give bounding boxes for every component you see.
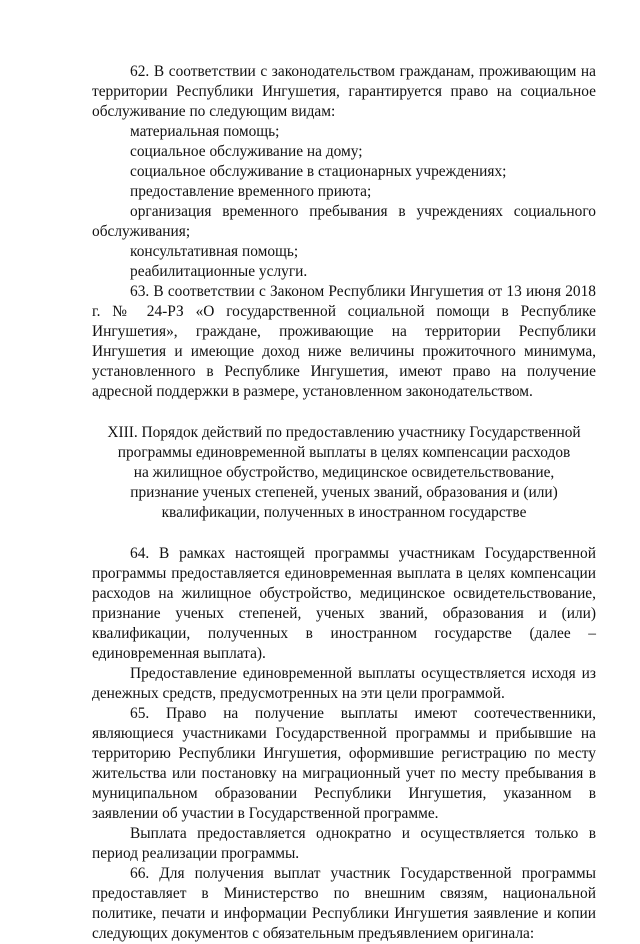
list-item: материальная помощь; <box>130 123 280 140</box>
section-heading-line: квалификации, полученных в иностранном государстве <box>161 504 527 521</box>
paragraph-65: 65. Право на получение выплаты имеют соотечественники, являющиеся участниками Государственной программы и прибывшие на территорию Республики Ингушетия, оформившие регистрацию по месту жительства или постановку на миграционный учет по месту пребывания в муниципальном образовании Республики Ингушетия, указанном в заявлении об участии в Государственной программе. <box>92 705 596 822</box>
list-item: предоставление временного приюта; <box>130 183 372 200</box>
list-item: реабилитационные услуги. <box>130 263 308 280</box>
paragraph-62: 62. В соответствии с законодательством гражданам, проживающим на территории Республики Ингушетия, гарантируется право на социальное обслуживание по следующим видам: <box>92 63 596 120</box>
list-item: социальное обслуживание на дому; <box>130 143 363 160</box>
spacer <box>92 402 596 423</box>
list-item: организация временного пребывания в учреждениях социального обслуживания; <box>92 203 596 240</box>
paragraph-64-funding: Предоставление единовременной выплаты осуществляется исходя из денежных средств, предусмотренных на эти цели программой. <box>92 665 596 702</box>
list-item: консультативная помощь; <box>130 243 299 260</box>
spacer <box>92 523 596 544</box>
paragraph-64: 64. В рамках настоящей программы участникам Государственной программы предоставляется единовременная выплата в целях компенсации расходов на жилищное обустройство, медицинское освидетельствование, признание ученых степеней, ученых званий, образования и (или) квалификации, полученных в иностранном государстве (далее – единовременная выплата). <box>92 545 596 662</box>
paragraph-66: 66. Для получения выплат участник Государственной программы предоставляет в Министерство по внешним связям, национальной политике, печати и информации Республики Ингушетия заявление и копии следующих документов с обязательным предъявлением оригинала: <box>92 865 596 942</box>
paragraph-63: 63. В соответствии с Законом Республики Ингушетия от 13 июня 2018 г. № 24-РЗ «О государственной социальной помощи в Республике Ингушетия», граждане, проживающие на территории Республики Ингушетия и имеющие доход ниже величины прожиточного минимума, установленного в Республике Ингушетия, имеют право на получение адресной поддержки в размере, установленном законодательством. <box>92 283 596 400</box>
section-heading-line: программы единовременной выплаты в целях компенсации расходов <box>117 444 571 461</box>
section-heading-line: XIII. Порядок действий по предоставлению участнику Государственной <box>107 424 581 441</box>
section-heading-line: признание ученых степеней, ученых званий, образования и (или) <box>130 484 558 501</box>
section-heading <box>92 423 596 523</box>
list-item: социальное обслуживание в стационарных учреждениях; <box>130 163 507 180</box>
paragraph-65-once: Выплата предоставляется однократно и осуществляется только в период реализации программы. <box>92 825 596 862</box>
section-heading-line: на жилищное обустройство, медицинское освидетельствование, <box>133 464 555 481</box>
